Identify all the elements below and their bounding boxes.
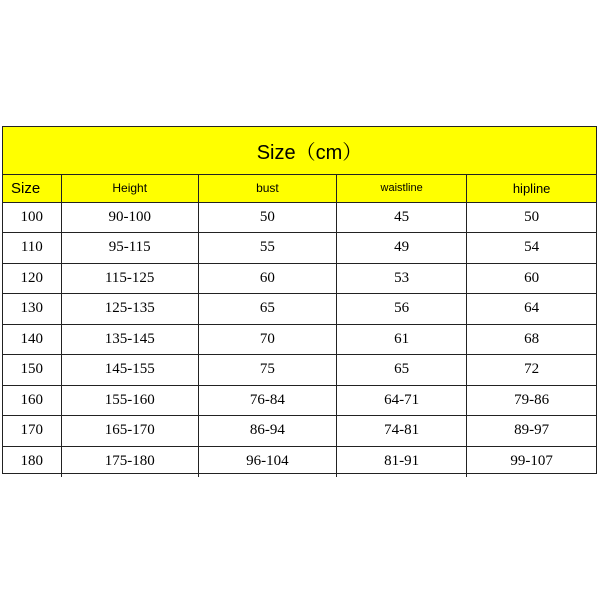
cell-height: 135-145 [61, 324, 198, 355]
cell-size: 160 [3, 385, 61, 416]
cell-bust: 76-84 [198, 385, 336, 416]
title-row [3, 127, 596, 175]
table-row [3, 263, 596, 294]
table-row [3, 355, 596, 386]
cell-hipline: 89-97 [467, 416, 596, 447]
cell-bust: 50 [198, 202, 336, 233]
cell-size: 170 [3, 416, 61, 447]
cell-height: 165-170 [61, 416, 198, 447]
cell-bust: 70 [198, 324, 336, 355]
cell-height: 145-155 [61, 355, 198, 386]
chart-title: Size（cm） [256, 142, 363, 164]
header-row [3, 175, 596, 202]
cell-hipline: 72 [467, 355, 596, 386]
cell-size: 150 [3, 355, 61, 386]
cell-height: 175-180 [61, 446, 198, 477]
cell-hipline: 60 [467, 263, 596, 294]
cell-size: 110 [3, 233, 61, 264]
header-size: Size [3, 175, 61, 202]
cell-waistline: 81-91 [337, 446, 467, 477]
table-row [3, 446, 596, 477]
cell-waistline: 65 [337, 355, 467, 386]
cell-waistline: 45 [337, 202, 467, 233]
cell-height: 155-160 [61, 385, 198, 416]
header-height: Height [61, 175, 198, 202]
size-chart [2, 126, 597, 474]
cell-hipline: 50 [467, 202, 596, 233]
cell-waistline: 61 [337, 324, 467, 355]
table-row [3, 233, 596, 264]
cell-bust: 60 [198, 263, 336, 294]
cell-waistline: 49 [337, 233, 467, 264]
cell-hipline: 99-107 [510, 453, 553, 469]
cell-waistline: 56 [337, 294, 467, 325]
cell-bust: 86-94 [198, 416, 336, 447]
cell-hipline: 54 [467, 233, 596, 264]
cell-height: 90-100 [61, 202, 198, 233]
size-table [3, 175, 596, 477]
table-row [3, 294, 596, 325]
cell-bust: 96-104 [198, 446, 336, 477]
header-waistline: waistline [337, 175, 467, 202]
cell-waistline: 64-71 [337, 385, 467, 416]
cell-height: 115-125 [61, 263, 198, 294]
cell-waistline: 53 [337, 263, 467, 294]
cell-bust: 75 [198, 355, 336, 386]
cell-hipline: 68 [467, 324, 596, 355]
cell-hipline: 64 [467, 294, 596, 325]
cell-size: 100 [3, 202, 61, 233]
header-bust: bust [198, 175, 336, 202]
table-row [3, 324, 596, 355]
cell-size: 130 [3, 294, 61, 325]
cell-size: 140 [3, 324, 61, 355]
cell-hipline: 79-86 [467, 385, 596, 416]
cell-height: 95-115 [61, 233, 198, 264]
table-row [3, 416, 596, 447]
cell-height: 125-135 [61, 294, 198, 325]
cell-waistline: 74-81 [337, 416, 467, 447]
cell-bust: 55 [198, 233, 336, 264]
table-row [3, 385, 596, 416]
cell-size: 180 [3, 446, 61, 477]
cell-bust: 65 [198, 294, 336, 325]
header-hipline: hipline [467, 175, 596, 202]
cell-size: 120 [3, 263, 61, 294]
table-row [3, 202, 596, 233]
